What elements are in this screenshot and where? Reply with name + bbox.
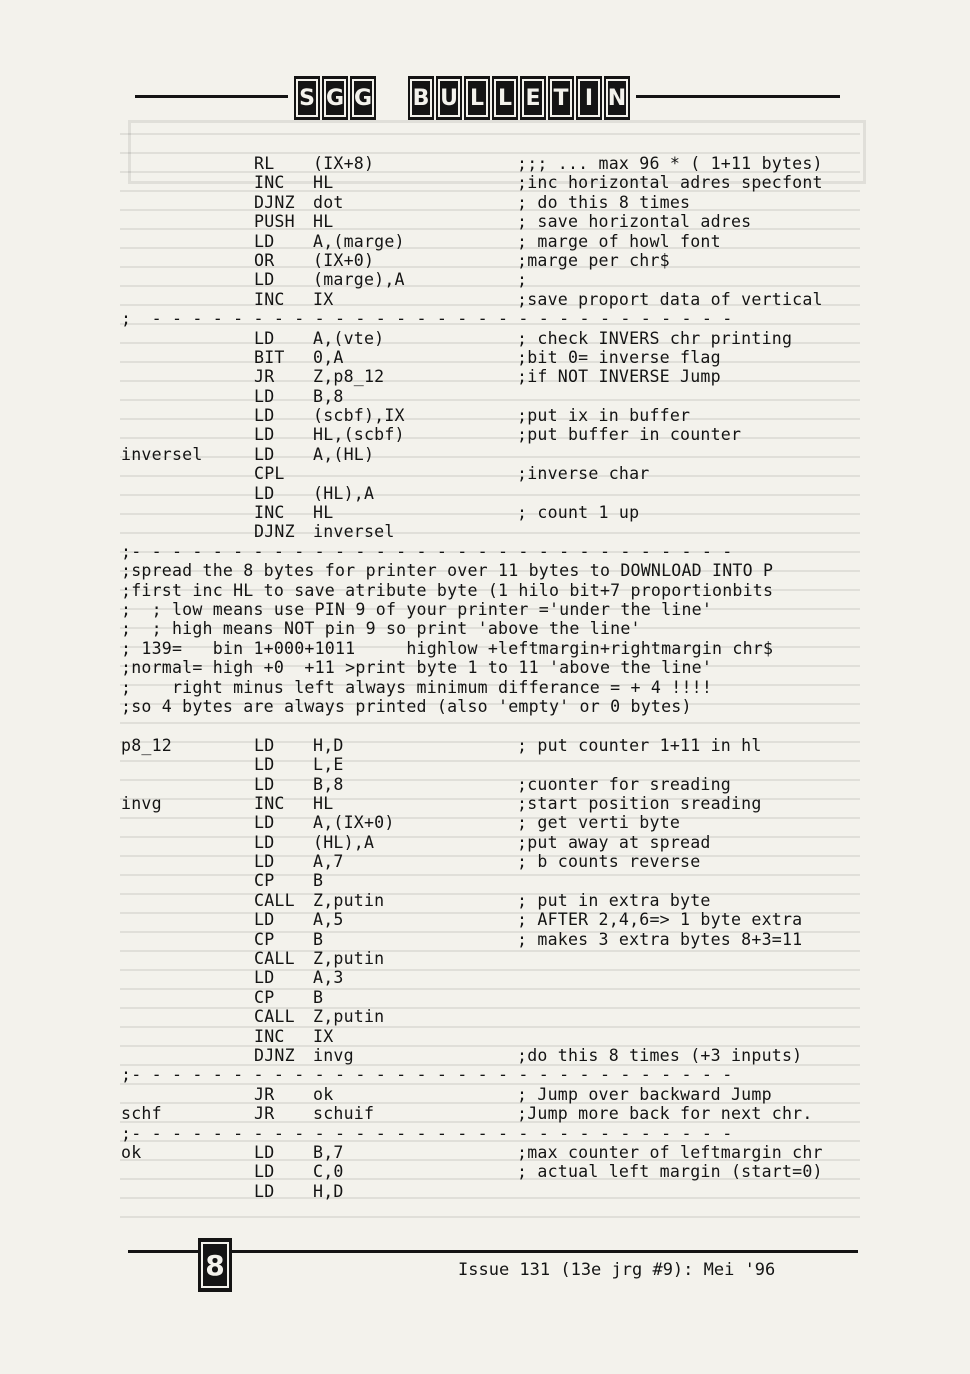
title-letter-box: [464, 76, 490, 120]
code-comment: ;bit 0= inverse flag: [517, 347, 721, 367]
code-operand: invg: [313, 1045, 354, 1065]
footer-rule: [128, 1250, 858, 1253]
code-line: [121, 232, 881, 251]
code-comment: ; makes 3 extra bytes 8+3=11: [517, 929, 803, 949]
code-comment: ;put ix in buffer: [517, 406, 691, 426]
code-line: [121, 930, 881, 949]
code-line: [121, 406, 881, 425]
title-letter-box: [604, 76, 630, 120]
code-operand: A,(IX+0): [313, 813, 395, 833]
title-letter: E: [522, 79, 544, 117]
code-mnemonic: JR: [254, 367, 275, 387]
code-comment: ;put buffer in counter: [517, 425, 742, 445]
title-letter: U: [438, 79, 460, 117]
code-comment: ; b counts reverse: [517, 852, 701, 872]
code-mnemonic: LD: [254, 813, 275, 833]
code-operand: B: [313, 871, 324, 891]
code-line: [121, 581, 881, 600]
code-mnemonic: JR: [254, 1104, 275, 1124]
code-mnemonic: LD: [254, 270, 275, 290]
code-comment-line: ; right minus left always minimum differance = + 4 !!!!: [121, 677, 713, 697]
code-comment-line: ;- - - - - - - - - - - - - - - - - - - - - - - - - - - - - -: [121, 1123, 733, 1143]
code-mnemonic: INC: [254, 1026, 285, 1046]
title-letter: S: [296, 79, 318, 117]
code-operand: (HL),A: [313, 483, 375, 503]
title-letter: G: [324, 79, 346, 117]
code-line: [121, 833, 881, 852]
code-mnemonic: CALL: [254, 1007, 295, 1027]
code-comment: ;max counter of leftmargin chr: [517, 1142, 823, 1162]
code-line: [121, 251, 881, 270]
title-letter-box: [408, 76, 434, 120]
code-line: [121, 445, 881, 464]
title-letter-box: [294, 76, 320, 120]
title-letter: T: [550, 79, 572, 117]
code-line: [121, 173, 881, 192]
code-listing: [121, 154, 881, 1201]
title-gap: [378, 76, 406, 120]
code-comment: ; do this 8 times: [517, 192, 691, 212]
code-line: [121, 290, 881, 309]
code-mnemonic: LD: [254, 231, 275, 251]
code-mnemonic: BIT: [254, 347, 285, 367]
title-letter: B: [410, 79, 432, 117]
code-label: ok: [121, 1142, 142, 1162]
code-line: [121, 464, 881, 483]
code-operand: Z,putin: [313, 890, 385, 910]
code-comment-line: ; 139= bin 1+000+1011 highlow +leftmargin+rightmargin chr$: [121, 638, 774, 658]
code-line: [121, 678, 881, 697]
page-number: 8: [201, 1242, 229, 1288]
code-mnemonic: LD: [254, 483, 275, 503]
code-operand: H,D: [313, 735, 344, 755]
code-mnemonic: LD: [254, 852, 275, 872]
code-operand: B: [313, 929, 324, 949]
code-comment: ;do this 8 times (+3 inputs): [517, 1045, 803, 1065]
code-mnemonic: LD: [254, 968, 275, 988]
code-comment: ; put counter 1+11 in hl: [517, 735, 762, 755]
code-comment: ;cuonter for sreading: [517, 774, 731, 794]
code-comment-line: ;spread the 8 bytes for printer over 11 bytes to DOWNLOAD INTO P: [121, 561, 774, 581]
code-line: [121, 949, 881, 968]
code-mnemonic: CP: [254, 871, 275, 891]
title-letter: L: [466, 79, 488, 117]
code-mnemonic: DJNZ: [254, 192, 295, 212]
code-line: [121, 871, 881, 890]
title-word-bulletin: [408, 76, 630, 120]
code-label: invg: [121, 793, 162, 813]
code-line: [121, 367, 881, 386]
code-line: [121, 600, 881, 619]
code-operand: dot: [313, 192, 344, 212]
title-letter: N: [606, 79, 628, 117]
code-operand: HL: [313, 503, 334, 523]
title-letter: G: [352, 79, 374, 117]
code-comment-line: ; ; low means use PIN 9 of your printer ='under the line': [121, 599, 713, 619]
code-label: schf: [121, 1104, 162, 1124]
code-label: inversel: [121, 444, 203, 464]
code-mnemonic: LD: [254, 1181, 275, 1201]
title-letter: L: [494, 79, 516, 117]
code-line: [121, 387, 881, 406]
code-mnemonic: CP: [254, 987, 275, 1007]
code-comment: ; count 1 up: [517, 503, 640, 523]
code-operand: HL: [313, 212, 334, 232]
bulletin-title: [288, 76, 636, 120]
code-comment-line: ;so 4 bytes are always printed (also 'empty' or 0 bytes): [121, 696, 692, 716]
code-operand: 0,A: [313, 347, 344, 367]
title-letter-box: [520, 76, 546, 120]
code-line: [121, 1065, 881, 1084]
code-comment: ; check INVERS chr printing: [517, 328, 793, 348]
code-comment-line: ;- - - - - - - - - - - - - - - - - - - - - - - - - - - - - -: [121, 541, 733, 561]
page-number-box: [198, 1238, 232, 1292]
code-mnemonic: PUSH: [254, 212, 295, 232]
code-mnemonic: OR: [254, 250, 275, 270]
title-letter-box: [350, 76, 376, 120]
code-mnemonic: LD: [254, 1142, 275, 1162]
code-mnemonic: LD: [254, 425, 275, 445]
code-operand: (scbf),IX: [313, 406, 405, 426]
code-mnemonic: LD: [254, 406, 275, 426]
code-line: [121, 775, 881, 794]
code-line: [121, 697, 881, 716]
code-line: [121, 891, 881, 910]
code-operand: (HL),A: [313, 832, 375, 852]
code-line: [121, 1143, 881, 1162]
code-line: [121, 736, 881, 755]
code-comment: ; put in extra byte: [517, 890, 711, 910]
code-mnemonic: DJNZ: [254, 522, 295, 542]
issue-line: Issue 131 (13e jrg #9): Mei '96: [458, 1260, 776, 1280]
code-comment-line: ;normal= high +0 +11 >print byte 1 to 11 'above the line': [121, 658, 713, 678]
code-operand: B,7: [313, 1142, 344, 1162]
code-line: [121, 988, 881, 1007]
code-mnemonic: INC: [254, 173, 285, 193]
code-mnemonic: INC: [254, 793, 285, 813]
code-mnemonic: LD: [254, 444, 275, 464]
code-mnemonic: LD: [254, 832, 275, 852]
code-comment: ; get verti byte: [517, 813, 681, 833]
code-comment: ;if NOT INVERSE Jump: [517, 367, 721, 387]
code-line: [121, 329, 881, 348]
code-operand: HL: [313, 793, 334, 813]
code-mnemonic: LD: [254, 328, 275, 348]
code-line: [121, 503, 881, 522]
code-operand: Z,putin: [313, 949, 385, 969]
code-line: [121, 522, 881, 541]
code-mnemonic: CALL: [254, 949, 295, 969]
code-operand: H,D: [313, 1181, 344, 1201]
title-letter-box: [576, 76, 602, 120]
code-line: [121, 1182, 881, 1201]
code-line: [121, 1046, 881, 1065]
code-operand: schuif: [313, 1104, 375, 1124]
title-letter: I: [578, 79, 600, 117]
code-operand: inversel: [313, 522, 395, 542]
code-operand: Z,p8_12: [313, 367, 385, 387]
code-mnemonic: CALL: [254, 890, 295, 910]
code-line: [121, 852, 881, 871]
code-line: [121, 968, 881, 987]
code-comment: ;save proport data of vertical: [517, 289, 823, 309]
code-mnemonic: LD: [254, 1162, 275, 1182]
code-line: [121, 658, 881, 677]
code-mnemonic: RL: [254, 154, 275, 173]
code-label: p8_12: [121, 735, 172, 755]
code-comment: ;marge per chr$: [517, 250, 670, 270]
code-line: [121, 542, 881, 561]
code-operand: (marge),A: [313, 270, 405, 290]
code-line: [121, 1085, 881, 1104]
code-comment: ;put away at spread: [517, 832, 711, 852]
title-letter-box: [548, 76, 574, 120]
code-mnemonic: LD: [254, 755, 275, 775]
code-line: [121, 309, 881, 328]
code-line: [121, 794, 881, 813]
code-operand: A,(marge): [313, 231, 405, 251]
code-comment-line: ; ; high means NOT pin 9 so print 'above the line': [121, 619, 641, 639]
code-comment: ; AFTER 2,4,6=> 1 byte extra: [517, 910, 803, 930]
code-mnemonic: LD: [254, 910, 275, 930]
code-comment: ;Jump more back for next chr.: [517, 1104, 813, 1124]
code-line: [121, 154, 881, 173]
code-line: [121, 484, 881, 503]
code-mnemonic: INC: [254, 289, 285, 309]
code-line: [121, 1007, 881, 1026]
code-line: [121, 755, 881, 774]
code-mnemonic: CPL: [254, 464, 285, 484]
code-line: [121, 813, 881, 832]
code-mnemonic: CP: [254, 929, 275, 949]
code-comment: ; actual left margin (start=0): [517, 1162, 823, 1182]
code-operand: L,E: [313, 755, 344, 775]
code-operand: ok: [313, 1084, 334, 1104]
code-operand: IX: [313, 289, 334, 309]
code-line: [121, 639, 881, 658]
code-line: [121, 348, 881, 367]
title-letter-box: [322, 76, 348, 120]
code-comment: ;inc horizontal adres specfont: [517, 173, 823, 193]
code-comment-line: ; - - - - - - - - - - - - - - - - - - - - - - - - - - - - -: [121, 309, 733, 329]
title-letter-box: [492, 76, 518, 120]
code-line: [121, 561, 881, 580]
code-operand: A,5: [313, 910, 344, 930]
code-operand: C,0: [313, 1162, 344, 1182]
title-word-sgg: [294, 76, 376, 120]
code-line: [121, 619, 881, 638]
code-operand: B: [313, 987, 324, 1007]
code-operand: (IX+8): [313, 154, 375, 173]
code-operand: A,(vte): [313, 328, 385, 348]
code-mnemonic: JR: [254, 1084, 275, 1104]
code-mnemonic: INC: [254, 503, 285, 523]
code-line: [121, 1104, 881, 1123]
code-line: [121, 425, 881, 444]
code-comment-line: ;first inc HL to save atribute byte (1 hilo bit+7 proportionbits: [121, 580, 774, 600]
code-operand: HL,(scbf): [313, 425, 405, 445]
code-line: [121, 212, 881, 231]
code-comment: ;start position sreading: [517, 793, 762, 813]
code-line: [121, 270, 881, 289]
code-line: [121, 1162, 881, 1181]
code-comment: ; save horizontal adres: [517, 212, 752, 232]
code-comment: ;: [517, 270, 528, 290]
code-operand: HL: [313, 173, 334, 193]
code-line: [121, 910, 881, 929]
code-mnemonic: LD: [254, 386, 275, 406]
code-operand: (IX+0): [313, 250, 375, 270]
code-mnemonic: LD: [254, 735, 275, 755]
code-comment: ; Jump over backward Jump: [517, 1084, 772, 1104]
code-operand: B,8: [313, 774, 344, 794]
code-comment: ;inverse char: [517, 464, 650, 484]
code-operand: A,7: [313, 852, 344, 872]
code-line: [121, 193, 881, 212]
code-operand: Z,putin: [313, 1007, 385, 1027]
code-operand: B,8: [313, 386, 344, 406]
code-mnemonic: DJNZ: [254, 1045, 295, 1065]
code-operand: A,(HL): [313, 444, 375, 464]
code-mnemonic: LD: [254, 774, 275, 794]
code-line: [121, 1124, 881, 1143]
code-line: [121, 716, 881, 735]
code-line: [121, 1027, 881, 1046]
code-operand: A,3: [313, 968, 344, 988]
code-comment-line: ;- - - - - - - - - - - - - - - - - - - - - - - - - - - - - -: [121, 1065, 733, 1085]
title-letter-box: [436, 76, 462, 120]
code-comment: ; marge of howl font: [517, 231, 721, 251]
code-operand: IX: [313, 1026, 334, 1046]
code-comment: ;;; ... max 96 * ( 1+11 bytes): [517, 154, 823, 173]
